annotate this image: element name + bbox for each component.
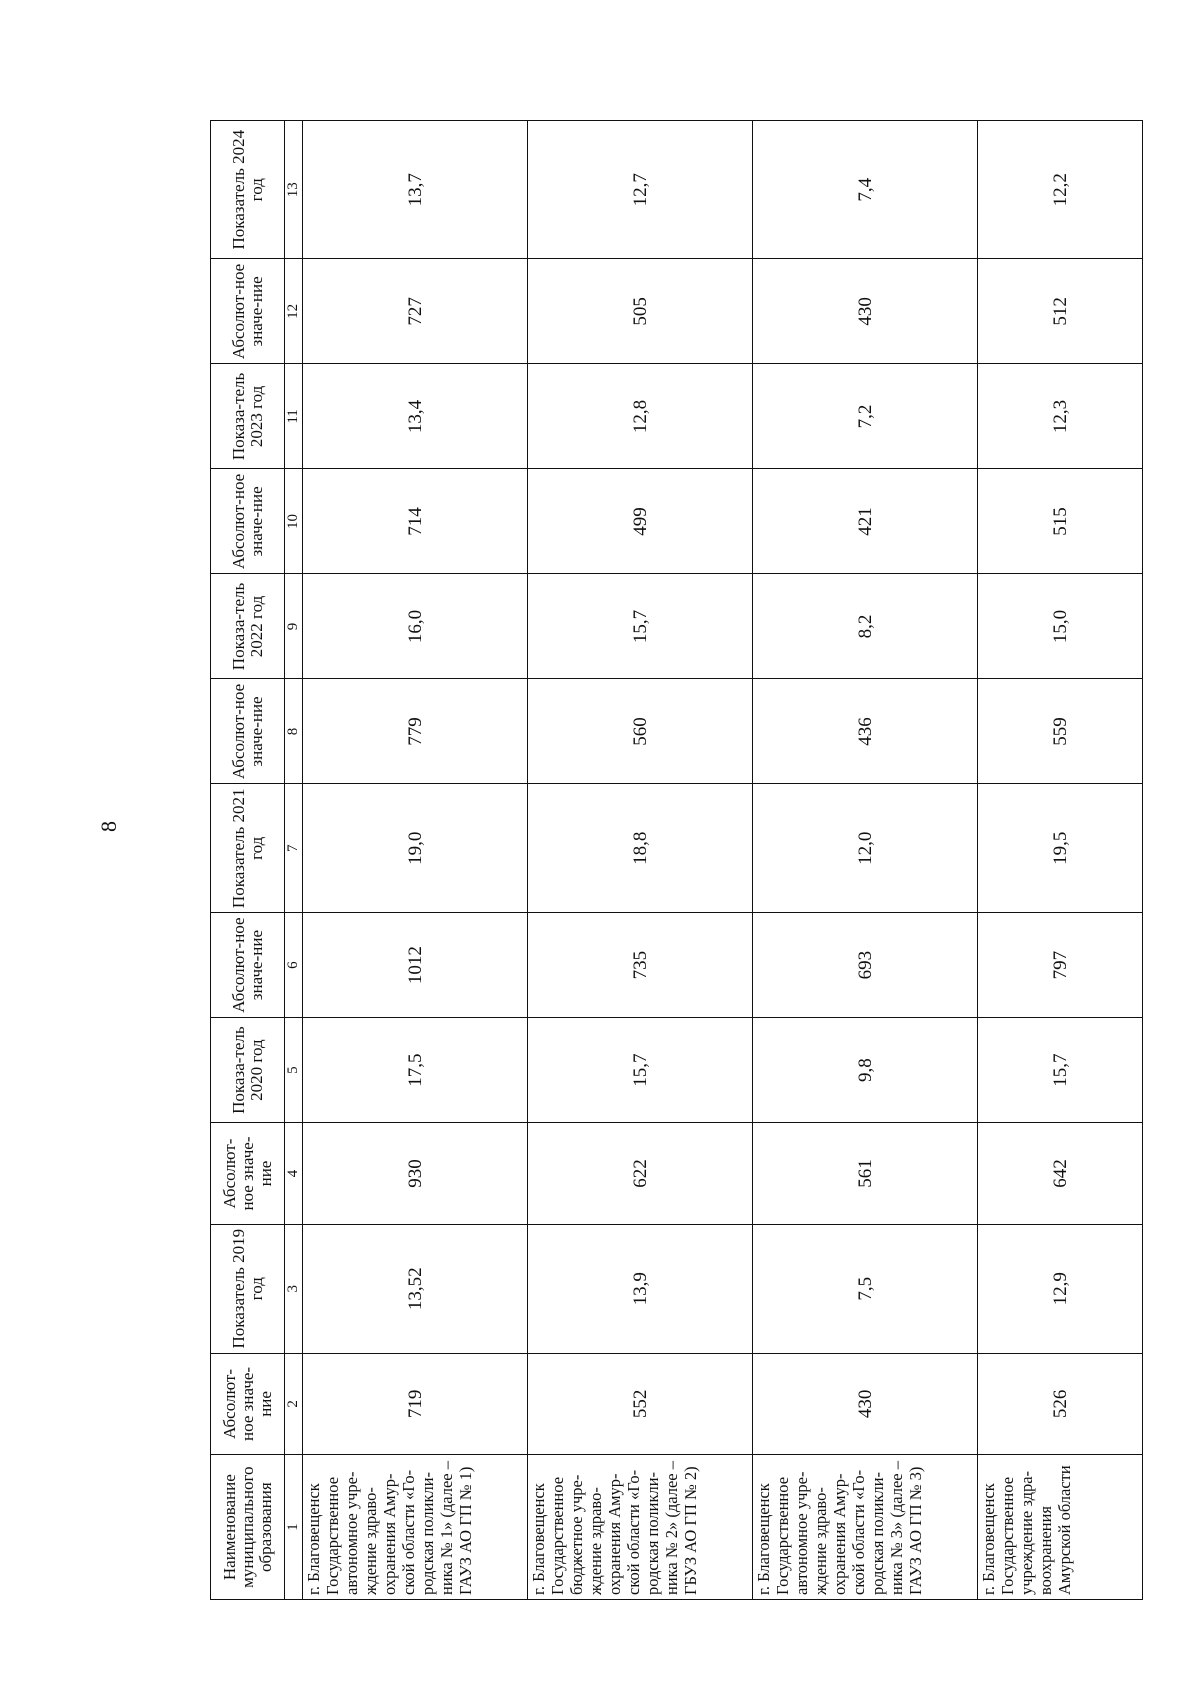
value-cell: 552 <box>528 1353 753 1455</box>
value-cell: 12,8 <box>528 364 753 469</box>
value-cell: 930 <box>303 1123 528 1225</box>
header-cell: Абсолют-ное значе-ние <box>211 259 285 364</box>
column-number-cell: 4 <box>285 1123 303 1225</box>
header-cell: Показатель 2024 год <box>211 121 285 259</box>
value-cell: 7,4 <box>753 121 978 259</box>
value-cell: 17,5 <box>303 1018 528 1123</box>
header-cell: Абсолют-ное значе-ние <box>211 913 285 1018</box>
value-cell: 430 <box>753 1353 978 1455</box>
column-number-row <box>285 121 303 1600</box>
value-cell: 526 <box>978 1353 1143 1455</box>
value-cell: 16,0 <box>303 574 528 679</box>
value-cell: 7,2 <box>753 364 978 469</box>
value-cell: 13,7 <box>303 121 528 259</box>
column-number-cell: 8 <box>285 679 303 784</box>
value-cell: 12,0 <box>753 784 978 913</box>
value-cell: 512 <box>978 259 1143 364</box>
value-cell: 515 <box>978 469 1143 574</box>
value-cell: 421 <box>753 469 978 574</box>
value-cell: 719 <box>303 1353 528 1455</box>
page-number: 8 <box>96 821 121 832</box>
value-cell: 499 <box>528 469 753 574</box>
value-cell: 9,8 <box>753 1018 978 1123</box>
column-number-cell: 10 <box>285 469 303 574</box>
column-number-cell: 13 <box>285 121 303 259</box>
table-row <box>528 121 753 1600</box>
organization-name-cell: г. Благовещенск Государственное учреждение здра-воохранения Амурской области <box>978 1455 1143 1600</box>
header-cell: Наименование муниципального образования <box>211 1455 285 1600</box>
header-cell: Абсолют-ное значе-ние <box>211 679 285 784</box>
value-cell: 8,2 <box>753 574 978 679</box>
value-cell: 797 <box>978 913 1143 1018</box>
table-header-row <box>211 121 285 1600</box>
header-cell: Показа-тель 2023 год <box>211 364 285 469</box>
value-cell: 15,7 <box>528 1018 753 1123</box>
value-cell: 7,5 <box>753 1224 978 1353</box>
value-cell: 622 <box>528 1123 753 1225</box>
value-cell: 12,7 <box>528 121 753 259</box>
column-number-cell: 11 <box>285 364 303 469</box>
header-cell: Показатель 2021 год <box>211 784 285 913</box>
value-cell: 714 <box>303 469 528 574</box>
value-cell: 19,5 <box>978 784 1143 913</box>
value-cell: 12,3 <box>978 364 1143 469</box>
indicator-table <box>210 120 1143 1600</box>
table-row <box>753 121 978 1600</box>
value-cell: 559 <box>978 679 1143 784</box>
value-cell: 13,52 <box>303 1224 528 1353</box>
column-number-cell: 1 <box>285 1455 303 1600</box>
organization-name-cell: г. Благовещенск Государственное автономное учре-ждение здраво-охранения Амур-ской области «Го-родская поликли-ника № 1» (далее – ГАУЗ АО ГП № 1) <box>303 1455 528 1600</box>
value-cell: 19,0 <box>303 784 528 913</box>
table-row <box>978 121 1143 1600</box>
value-cell: 12,2 <box>978 121 1143 259</box>
table-row <box>303 121 528 1600</box>
value-cell: 693 <box>753 913 978 1018</box>
value-cell: 505 <box>528 259 753 364</box>
value-cell: 15,0 <box>978 574 1143 679</box>
value-cell: 13,9 <box>528 1224 753 1353</box>
column-number-cell: 7 <box>285 784 303 913</box>
value-cell: 560 <box>528 679 753 784</box>
column-number-cell: 6 <box>285 913 303 1018</box>
value-cell: 15,7 <box>978 1018 1143 1123</box>
organization-name-cell: г. Благовещенск Государственное автономное учре-ждение здраво-охранения Амур-ской области «Го-родская поликли-ника № 3» (далее – ГАУЗ АО ГП № 3) <box>753 1455 978 1600</box>
value-cell: 561 <box>753 1123 978 1225</box>
header-cell: Показатель 2019 год <box>211 1224 285 1353</box>
value-cell: 436 <box>753 679 978 784</box>
organization-name-cell: г. Благовещенск Государственное бюджетное учре-ждение здраво-охранения Амур-ской области «Го-родская поликли-ника № 2» (далее – ГБУЗ АО ГП № 2) <box>528 1455 753 1600</box>
value-cell: 12,9 <box>978 1224 1143 1353</box>
column-number-cell: 2 <box>285 1353 303 1455</box>
column-number-cell: 12 <box>285 259 303 364</box>
value-cell: 735 <box>528 913 753 1018</box>
header-cell: Показа-тель 2022 год <box>211 574 285 679</box>
value-cell: 779 <box>303 679 528 784</box>
column-number-cell: 5 <box>285 1018 303 1123</box>
rotated-table-container <box>210 120 1092 1600</box>
value-cell: 1012 <box>303 913 528 1018</box>
header-cell: Показа-тель 2020 год <box>211 1018 285 1123</box>
header-cell: Абсолют-ное значе-ние <box>211 1123 285 1225</box>
column-number-cell: 9 <box>285 574 303 679</box>
value-cell: 18,8 <box>528 784 753 913</box>
value-cell: 642 <box>978 1123 1143 1225</box>
header-cell: Абсолют-ное значе-ние <box>211 1353 285 1455</box>
header-cell: Абсолют-ное значе-ние <box>211 469 285 574</box>
value-cell: 15,7 <box>528 574 753 679</box>
value-cell: 430 <box>753 259 978 364</box>
value-cell: 13,4 <box>303 364 528 469</box>
column-number-cell: 3 <box>285 1224 303 1353</box>
value-cell: 727 <box>303 259 528 364</box>
